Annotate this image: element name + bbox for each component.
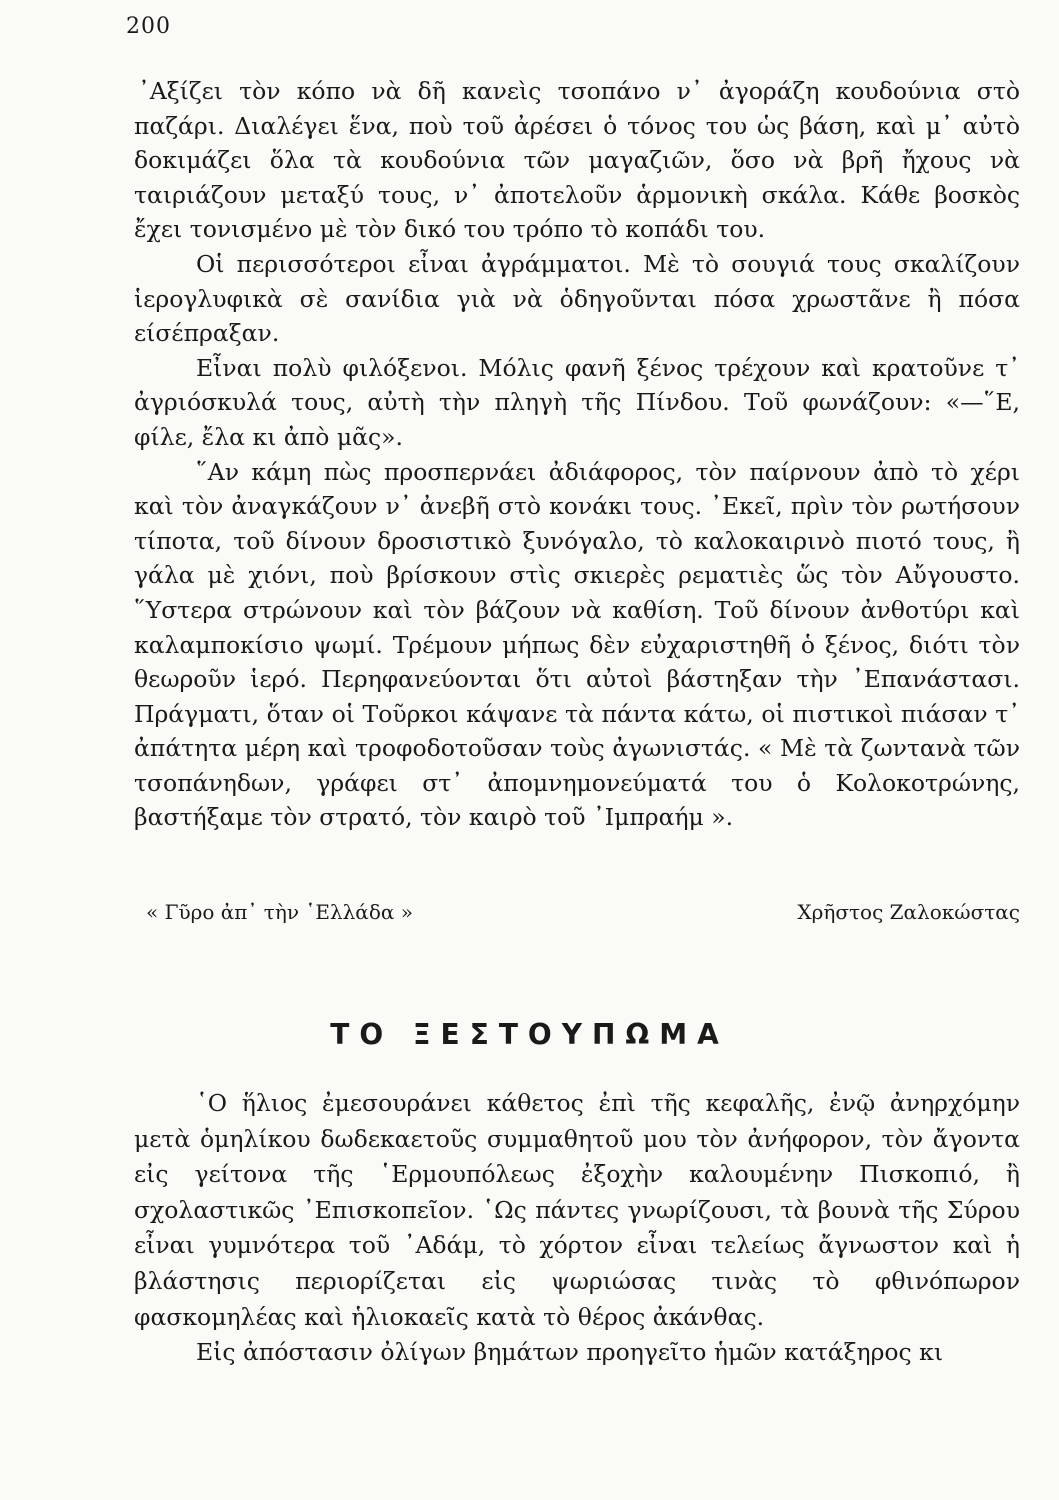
paragraph: Εἰς ἀπόστασιν ὀλίγων βημάτων προηγεῖτο ἡμῶν κατάξηρος κι <box>196 1338 944 1367</box>
paragraph: ῞Αν κάμη πὼς προσπερνάει ἀδιάφορος, τὸν παίρνουν ἀπὸ τὸ χέρι καὶ τὸν ἀναγκάζουν ν᾿ ἀνεβῆ στὸ κονάκι τους. ᾿Εκεῖ, πρὶν τὸν ρωτήσουν τίποτα, τοῦ δίνουν δροσιστικὸ ξυνόγαλο, τὸ καλοκαιρινὸ πιοτό τους, ἢ γάλα μὲ χιόνι, ποὺ βρίσκουν στὶς σκιερὲς ρεματιὲς ὥς τὸν Αὔγουστο. ῞Υστερα στρώνουν καὶ τὸν βάζουν νὰ καθίση. Τοῦ δίνουν ἀνθοτύρι καὶ καλαμποκίσιο ψωμί. Τρέμουν μήπως δὲν εὐχαριστηθῆ ὁ ξένος, διότι τὸν θεωροῦν ἱερό. Περηφανεύονται ὅτι αὐτοὶ βάστηξαν τὴν ᾿Επανάστασι. Πράγματι, ὅταν οἱ Τοῦρκοι κάψανε τὰ πάντα κάτω, οἱ πιστικοὶ πιάσαν τ᾿ ἀπάτητα μέρη καὶ τροφοδοτοῦσαν τοὺς ἀγωνιστάς. « Μὲ τὰ ζωντανὰ τῶν τσοπάνηδων, γράφει στ᾿ ἀπομνημονεύματά του ὁ Κολοκοτρώνης, βαστήξαμε τὸν στρατό, τὸν καιρὸ τοῦ ᾿Ιμπραήμ ». <box>134 457 1020 832</box>
paragraph: Εἶναι πολὺ φιλόξενοι. Μόλις φανῆ ξένος τρέχουν καὶ κρατοῦνε τ᾿ ἀγριόσκυλά τους, αὐτὴ τὴν πληγὴ τῆς Πίνδου. Τοῦ φωνάζουν: «—῞Ε, φίλε, ἔλα κι ἀπὸ μᾶς». <box>134 353 1020 451</box>
page-number: 200 <box>126 14 171 39</box>
paragraph: ῾Ο ἥλιος ἐμεσουράνει κάθετος ἐπὶ τῆς κεφαλῆς, ἐνῷ ἀνηρχόμην μετὰ ὁμηλίκου δωδεκαετοῦς συμμαθητοῦ μου τὸν ἀνήφορον, τὸν ἄγοντα εἰς γείτονα τῆς ῾Ερμουπόλεως ἐξοχὴν καλουμένην Πισκοπιό, ἢ σχολαστικῶς ᾿Επισκοπεῖον. ῾Ως πάντες γνωρίζουσι, τὰ βουνὰ τῆς Σύρου εἶναι γυμνότερα τοῦ ᾿Αδάμ, τὸ χόρτον εἶναι τελείως ἄγνωστον καὶ ἡ βλάστησις περιορίζεται εἰς ψωριώσας τινὰς τὸ φθινόπωρον φασκομηλέας καὶ ἡλιοκαεῖς κατὰ τὸ θέρος ἀκάνθας. <box>134 1089 1020 1331</box>
source-title: « Γῦρο ἀπ᾿ τὴν ῾Ελλάδα » <box>146 900 413 924</box>
section-title: ΤΟ ΞΕΣΤΟΥΠΩΜΑ <box>330 1018 729 1051</box>
paragraph: Οἱ περισσότεροι εἶναι ἀγράμματοι. Μὲ τὸ σουγιά τους σκαλίζουν ἱερογλυφικὰ σὲ σανίδια γιὰ νὰ ὁδηγοῦνται πόσα χρωστᾶνε ἢ πόσα είσέπραξαν. <box>134 249 1020 348</box>
author-name: Χρῆστος Ζαλοκώστας <box>797 900 1020 924</box>
attribution-line <box>146 900 1020 924</box>
article-body <box>134 1086 1020 1371</box>
article-body <box>134 74 1020 835</box>
paragraph: ᾿Αξίζει τὸν κόπο νὰ δῆ κανεὶς τσοπάνο ν᾿ ἀγοράζη κουδούνια στὸ παζάρι. Διαλέγει ἕνα, ποὺ τοῦ ἀρέσει ὁ τόνος του ὡς βάση, καὶ μ᾿ αὐτὸ δοκιμάζει ὅλα τὰ κουδούνια τῶν μαγαζιῶν, ὅσο νὰ βρῆ ἤχους νὰ ταιριάζουν μεταξύ τους, ν᾿ ἀποτελοῦν ἁρμονικὴ σκάλα. Κάθε βοσκὸς ἔχει τονισμένο μὲ τὸν δικό του τρόπο τὸ κοπάδι του. <box>134 77 1020 244</box>
